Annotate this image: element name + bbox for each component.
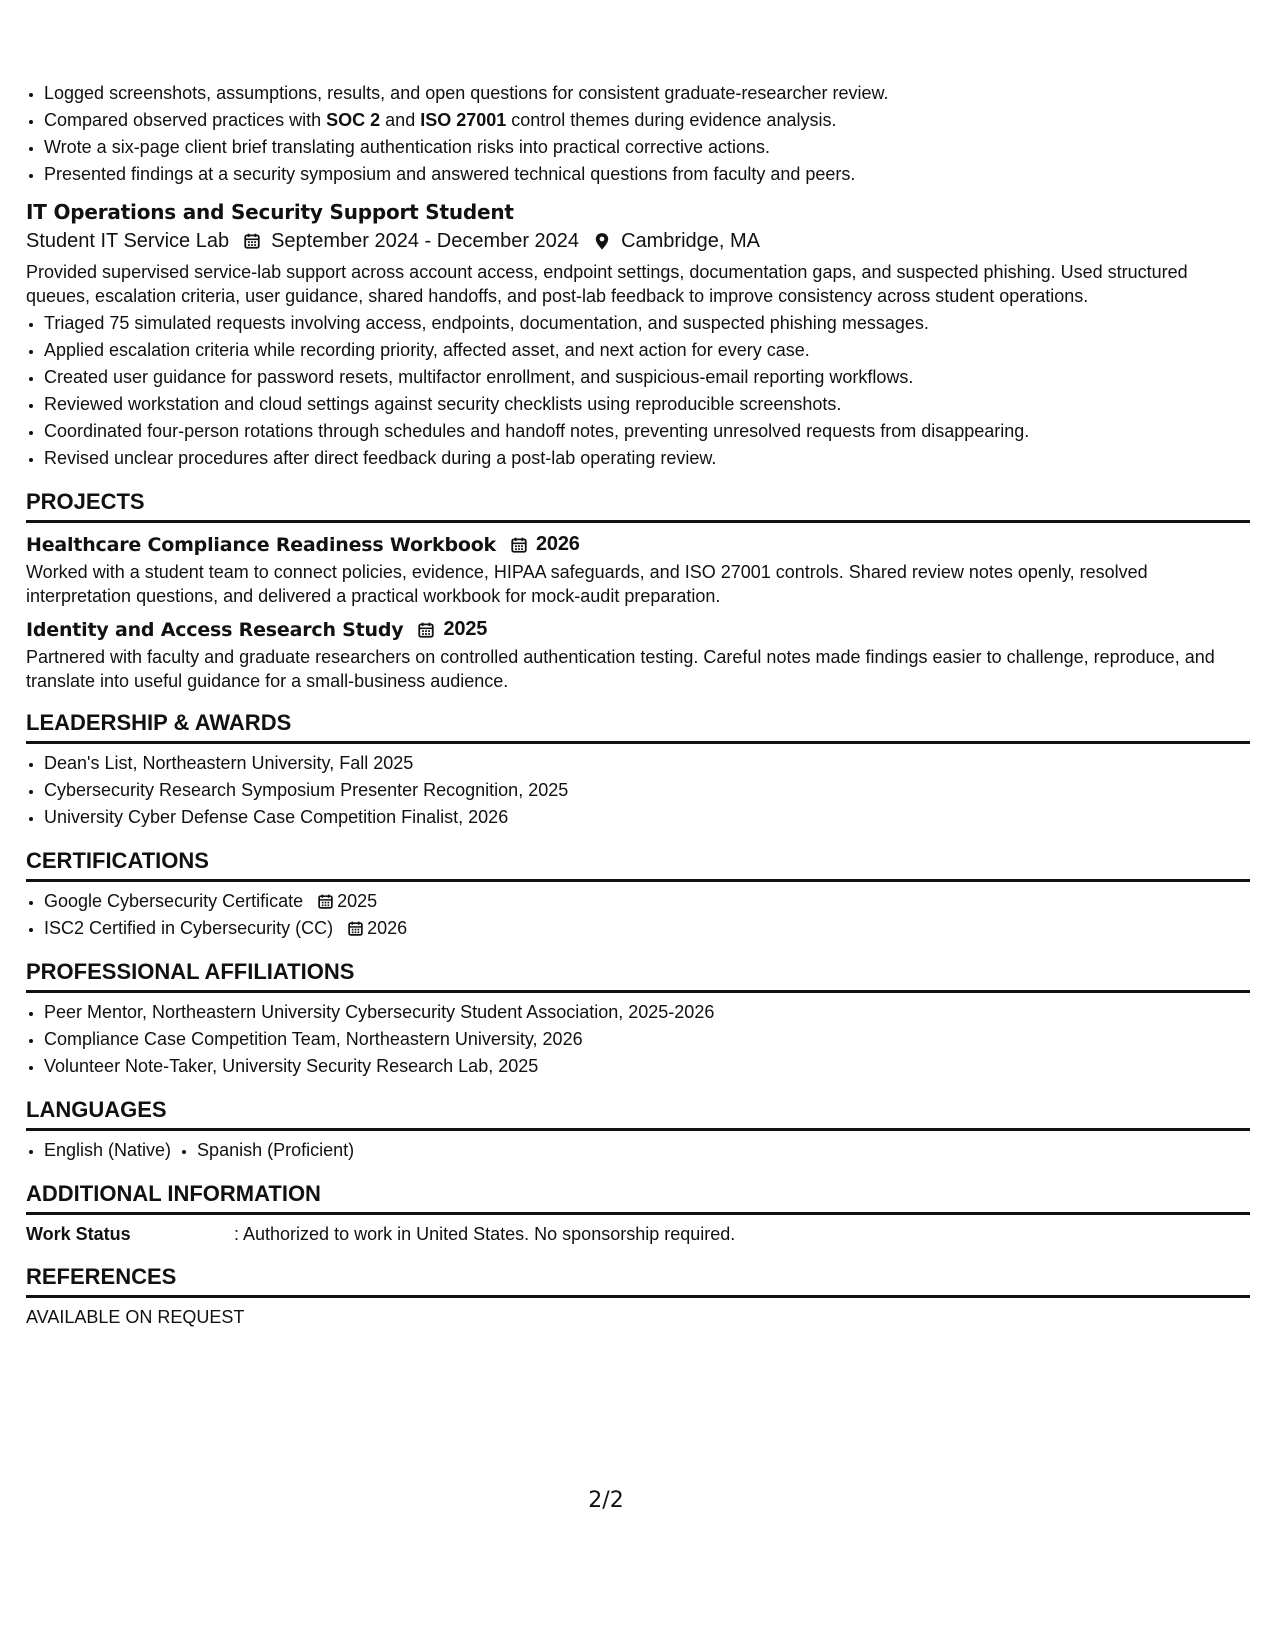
affiliation-item: • Compliance Case Competition Team, Northeastern University, 2026 [44,1026,1250,1053]
affiliations-list [26,999,1250,1080]
certification-year: 2025 [337,891,378,911]
project-description: Worked with a student team to connect policies, evidence, HIPAA safeguards, and ISO 27001 controls. Shared review notes openly, resolved interpretation questions, and delivered a practical workbook for mock-audit preparation. [26,562,1148,606]
bold-term: SOC 2 [326,110,381,130]
project-year: 2025 [443,618,488,640]
bullet-text: control themes during evidence analysis. [506,110,837,130]
project-description: Partnered with faculty and graduate researchers on controlled authentication testing. Careful notes made findings easier to challenge, reproduce, and translate into useful guidance for a small-business audience. [26,647,1215,691]
section-heading-leadership: LEADERSHIP & AWARDS [26,709,1250,744]
role-bullet: • Applied escalation criteria while recording priority, affected asset, and next action for every case. [44,337,1250,364]
bullet-item [44,107,1250,134]
bullet-text: Logged screenshots, assumptions, results, and open questions for consistent graduate-researcher review. [44,83,889,103]
project-header [26,618,1250,641]
bullet-text: Compared observed practices with [44,110,327,130]
certifications-list [26,888,1250,942]
role-title: IT Operations and Security Support Student [26,200,514,224]
section-heading-additional: ADDITIONAL INFORMATION [26,1180,1250,1215]
section-heading-projects: PROJECTS [26,488,1250,523]
project-header [26,533,1250,556]
role-bullets [26,310,1250,472]
work-status-label: Work Status [26,1224,131,1244]
projects-list [26,533,1250,693]
project-title: Healthcare Compliance Readiness Workbook [26,533,496,556]
bullet-text: and [380,110,421,130]
calendar-icon [241,230,263,252]
certification-row [44,888,1250,915]
resume-page [26,80,1250,1330]
award-item: • Cybersecurity Research Symposium Presenter Recognition, 2025 [44,777,1250,804]
experience-bullets-continued [26,80,1250,188]
calendar-icon [315,892,335,912]
bullet-item [44,161,1250,188]
role-bullet: • Triaged 75 simulated requests involving access, endpoints, documentation, and suspected phishing messages. [44,310,1250,337]
calendar-icon [415,619,437,641]
role-location: Cambridge, MA [621,230,760,252]
section-heading-certifications: CERTIFICATIONS [26,847,1250,882]
calendar-icon [508,534,530,556]
section-heading-references: REFERENCES [26,1263,1250,1298]
role-dates: September 2024 - December 2024 [271,230,580,252]
section-heading-languages: LANGUAGES [26,1096,1250,1131]
language-item: • English (Native) [44,1137,171,1164]
project-year: 2026 [536,533,580,555]
certification-name: • Google Cybersecurity Certificate [44,891,304,911]
certification-name: • ISC2 Certified in Cybersecurity (CC) [44,918,334,938]
leadership-list [26,750,1250,831]
certification-row [44,915,1250,942]
role-meta [26,226,1250,256]
certification-item [44,888,1250,915]
bullet-text: Wrote a six-page client brief translating authentication risks into practical corrective actions. [44,137,771,157]
page-number: 2/2 [588,1488,624,1513]
references-text: AVAILABLE ON REQUEST [26,1307,245,1327]
work-status-value: : Authorized to work in United States. No sponsorship required. [234,1224,736,1244]
certification-year: 2026 [367,918,408,938]
project-title: Identity and Access Research Study [26,618,404,641]
language-item: • Spanish (Proficient) [197,1137,354,1164]
languages-list [26,1137,1250,1164]
map-pin-icon [591,230,613,252]
work-status-row [26,1221,1250,1247]
section-heading-affiliations: PROFESSIONAL AFFILIATIONS [26,958,1250,993]
role-summary: Provided supervised service-lab support across account access, endpoint settings, documentation gaps, and suspected phishing. Used structured queues, escalation criteria, user guidance, shared handoffs, and post-lab feedback to improve consistency across student operations. [26,262,1188,306]
role-bullet: • Revised unclear procedures after direct feedback during a post-lab operating review. [44,445,1250,472]
bullet-text: Presented findings at a security symposium and answered technical questions from faculty and peers. [44,164,856,184]
role-bullet: • Reviewed workstation and cloud settings against security checklists using reproducible screenshots. [44,391,1250,418]
role-organization: Student IT Service Lab [26,230,230,252]
award-item: • University Cyber Defense Case Competition Finalist, 2026 [44,804,1250,831]
role-bullet: • Created user guidance for password resets, multifactor enrollment, and suspicious-email reporting workflows. [44,364,1250,391]
bullet-item [44,80,1250,107]
bold-term: ISO 27001 [420,110,507,130]
role-bullet: • Coordinated four-person rotations through schedules and handoff notes, preventing unresolved requests from disappearing. [44,418,1250,445]
bullet-item [44,134,1250,161]
calendar-icon [345,919,365,939]
affiliation-item: • Volunteer Note-Taker, University Security Research Lab, 2025 [44,1053,1250,1080]
affiliation-item: • Peer Mentor, Northeastern University Cybersecurity Student Association, 2025-2026 [44,999,1250,1026]
certification-item [44,915,1250,942]
award-item: • Dean's List, Northeastern University, Fall 2025 [44,750,1250,777]
